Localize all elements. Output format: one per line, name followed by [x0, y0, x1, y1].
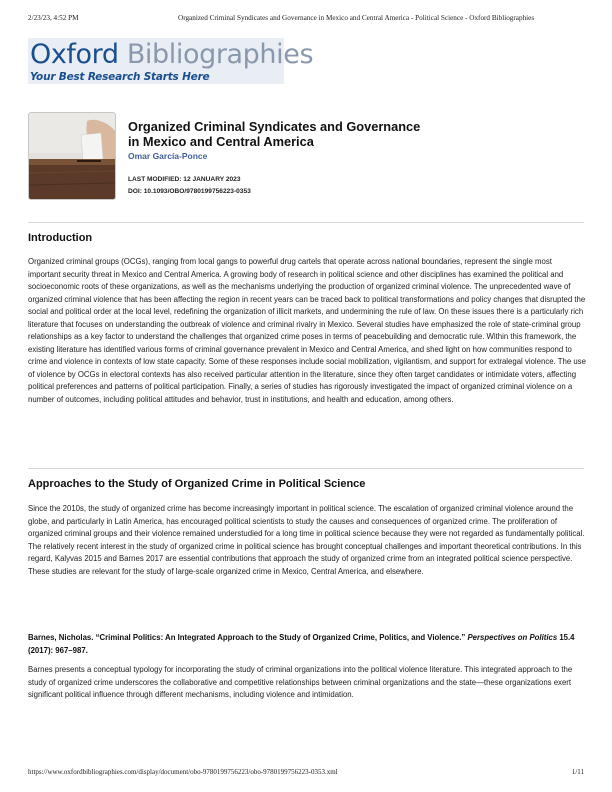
print-url: https://www.oxfordbibliographies.com/display/document/obo-9780199756223/obo-9780199756223-0353.xml [28, 768, 338, 776]
oxford-bibliographies-logo[interactable] [28, 38, 314, 84]
ballot-box-illustration [29, 113, 115, 199]
last-modified: LAST MODIFIED: 12 JANUARY 2023 [128, 176, 241, 183]
citation-reference [28, 632, 586, 657]
section-heading-introduction: Introduction [28, 232, 93, 244]
article-thumbnail-image [28, 112, 116, 200]
citation-journal: Perspectives on Politics [467, 633, 558, 642]
doi: DOI: 10.1093/OBO/9780199756223-0353 [128, 188, 251, 195]
print-page-title: Organized Criminal Syndicates and Governance in Mexico and Central America - Political Science - Oxford Bibliographies [178, 14, 535, 22]
print-timestamp: 2/23/23, 4:52 PM [28, 14, 79, 22]
article-title: Organized Criminal Syndicates and Governance in Mexico and Central America [128, 119, 421, 149]
divider [28, 468, 584, 469]
print-page-number: 1/11 [571, 768, 584, 776]
section-body-approaches: Since the 2010s, the study of organized crime has become increasingly important in political science. The escalation of organized criminal violence around the globe, and particularly in Latin America, has encouraged political scientists to study the causes and consequences of organized crime. The proliferation of organized criminal groups and their violence remained understudied for a long time in political science because they were not regarded as fundamentally political. The relatively recent interest in the study of organized crime in political science has brought conceptual challenges and important theoretical contributions. In this regard, Kalyvas 2015 and Barnes 2017 are essential contributions that approach the study of organized crime from an integrated political science perspective. These studies are relevant for the study of large-scale organized crime in Mexico, Central America, and elsewhere. [28, 504, 585, 576]
logo-wordmark [30, 38, 313, 72]
article-author-link[interactable]: Omar García-Ponce [128, 151, 208, 161]
print-footer [28, 768, 584, 776]
section-body-introduction: Organized criminal groups (OCGs), ranging from local gangs to powerful drug cartels that operate across national boundaries, represent the single most important security threat in Mexico and Central America. A growing body of research in political science and other disciplines has examined the political and socioeconomic roots of these organizations, as well as the mechanisms underlying the production of organized criminal violence. The unprecedented wave of organized criminal violence that has been affecting the region in recent years can be traced back to political transformations and policy changes that disrupted the social and political order at the local level, redefining the organization of illicit markets, and undermining the rule of law. On these issues there is a particularly rich literature that focuses on understanding the outbreak of violence and criminal rivalry in Mexico. Several studies have emphasized the role of state-criminal group relationships as a key factor to understand the challenges that organized crime poses in terms of peacebuilding and democratic rule. Within this framework, the existing literature has identified various forms of criminal governance prevalent in Mexico and Central America, and shed light on how communities respond to crime and violence in contexts of low state capacity. Some of these responses include social mobilization, vigilantism, and support for extralegal violence. The use of violence by OCGs in electoral contexts has also received particular attention in the literature, since they often target candidates or intimidate voters, affecting political preferences and patterns of political participation. Finally, a series of studies has rigorously investigated the impact of organized criminal violence on a number of outcomes, including political attitudes and behavior, trust in institutions, and health and education, among others. [28, 257, 586, 404]
citation-volume-pages: 15.4 (2017): 967–987. [28, 633, 575, 655]
citation-annotation: Barnes presents a conceptual typology for incorporating the study of criminal organizations into the political violence literature. This integrated approach to the study of organized crime underscores the collaborative and competitive relationships between criminal organizations and the state—these organizations exert significant political influence through different mechanisms, including violence and intimidation. [28, 665, 573, 699]
logo-word-bibliographies: Bibliographies [126, 39, 314, 70]
section-heading-approaches: Approaches to the Study of Organized Crime in Political Science [28, 478, 366, 490]
logo-word-oxford: Oxford [30, 39, 119, 70]
logo-tagline: Your Best Research Starts Here [30, 71, 210, 83]
citation-author-title: Barnes, Nicholas. “Criminal Politics: An Integrated Approach to the Study of Organized Crime, Politics, and Violence.” [28, 633, 466, 642]
divider [28, 222, 584, 223]
